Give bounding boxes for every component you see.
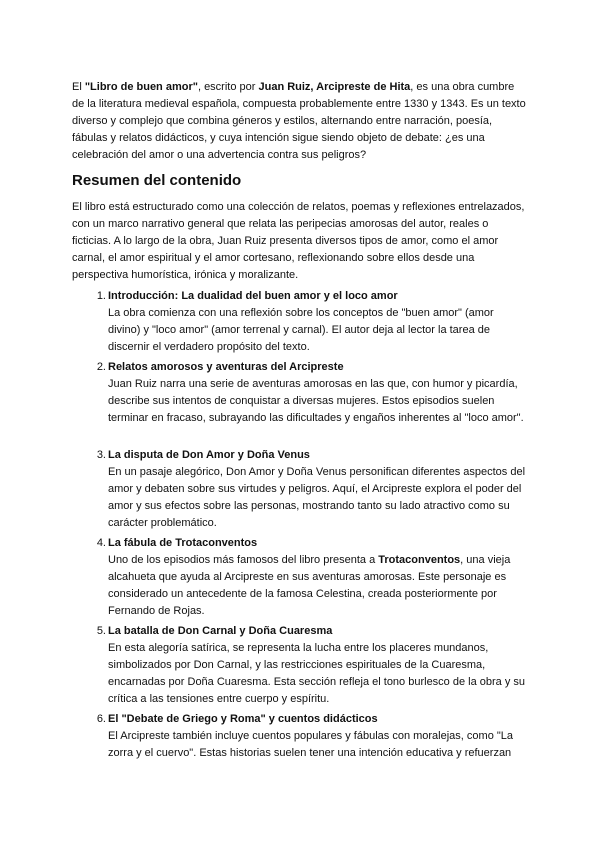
item-title: Relatos amorosos y aventuras del Arcipreste bbox=[108, 361, 344, 373]
item-number: 1. bbox=[96, 290, 106, 302]
work-title: "Libro de buen amor" bbox=[84, 81, 198, 93]
character-name: Trotaconventos bbox=[378, 554, 461, 566]
item-body: Juan Ruiz narra una serie de aventuras amorosas en las que, con humor y picardía, describe sus intentos de conquistar a diversas mujeres. Estos episodios suelen terminar en fracaso, subrayando las dificultades y engaños inherentes al "loco amor". bbox=[108, 378, 524, 424]
item-body bbox=[108, 552, 528, 620]
item-title: La fábula de Trotaconventos bbox=[108, 537, 258, 549]
item-number: 6. bbox=[96, 713, 106, 725]
item-number: 3. bbox=[96, 449, 106, 461]
section-heading: Resumen del contenido bbox=[72, 172, 242, 189]
item-title: La disputa de Don Amor y Doña Venus bbox=[108, 449, 310, 461]
item-body-text: , una vieja alcahueta que ayuda al Arcipreste en sus aventuras amorosas. Este personaje es considerado un antecedente de la famosa Celestina, creada posteriormente por Fernando de Rojas. bbox=[108, 554, 511, 617]
summary-paragraph: El libro está estructurado como una colección de relatos, poemas y reflexiones entrelazados, con un marco narrativo general que relata las peripecias amorosas del autor, reales o ficticias. A lo largo de la obra, Juan Ruiz presenta diversos tipos de amor, como el amor carnal, el amor espiritual y el amor cortesano, reflexionando sobre ellos desde una perspectiva humorística, irónica y moralizante. bbox=[72, 201, 525, 281]
item-number: 2. bbox=[96, 361, 106, 373]
item-title: La batalla de Don Carnal y Doña Cuaresma bbox=[108, 625, 333, 637]
item-title: El "Debate de Griego y Roma" y cuentos didácticos bbox=[108, 713, 378, 725]
author-name: Juan Ruiz, Arcipreste de Hita bbox=[258, 81, 411, 93]
item-number: 5. bbox=[96, 625, 106, 637]
intro-text: , escrito por bbox=[197, 81, 259, 93]
item-number: 4. bbox=[96, 537, 106, 549]
item-body: La obra comienza con una reflexión sobre los conceptos de "buen amor" (amor divino) y "loco amor" (amor terrenal y carnal). El autor deja al lector la tarea de discernir el verdadero propósito del texto. bbox=[108, 307, 494, 353]
item-body: El Arcipreste también incluye cuentos populares y fábulas con moralejas, como "La zorra y el cuervo". Estas historias suelen tener una intención educativa y refuerzan bbox=[108, 730, 514, 759]
item-body: En un pasaje alegórico, Don Amor y Doña Venus personifican diferentes aspectos del amor y debaten sobre sus virtudes y peligros. Aquí, el Arcipreste explora el poder del amor y sus efectos sobre las personas, mostrando tanto su lado atractivo como su carácter problemático. bbox=[108, 466, 526, 529]
item-body-text: Uno de los episodios más famosos del libro presenta a bbox=[108, 554, 379, 566]
item-title: Introducción: La dualidad del buen amor y el loco amor bbox=[108, 290, 398, 302]
item-body: En esta alegoría satírica, se representa la lucha entre los placeres mundanos, simbolizados por Don Carnal, y las restricciones espirituales de la Cuaresma, encarnadas por Doña Cuaresma. Esta sección refleja el tono burlesco de la obra y su crítica a las tensiones entre cuerpo y espíritu. bbox=[108, 642, 526, 705]
intro-text: El bbox=[72, 81, 85, 93]
intro-text: , es una obra cumbre de la literatura medieval española, compuesta probablemente entre 1330 y 1343. Es un texto diverso y complejo que combina géneros y estilos, alternando entre narración, poesía, fábulas y relatos didácticos, y cuya intención sigue siendo objeto de debate: ¿es una celebración del amor o una advertencia contra sus peligros? bbox=[72, 81, 526, 161]
intro-paragraph bbox=[72, 79, 528, 164]
